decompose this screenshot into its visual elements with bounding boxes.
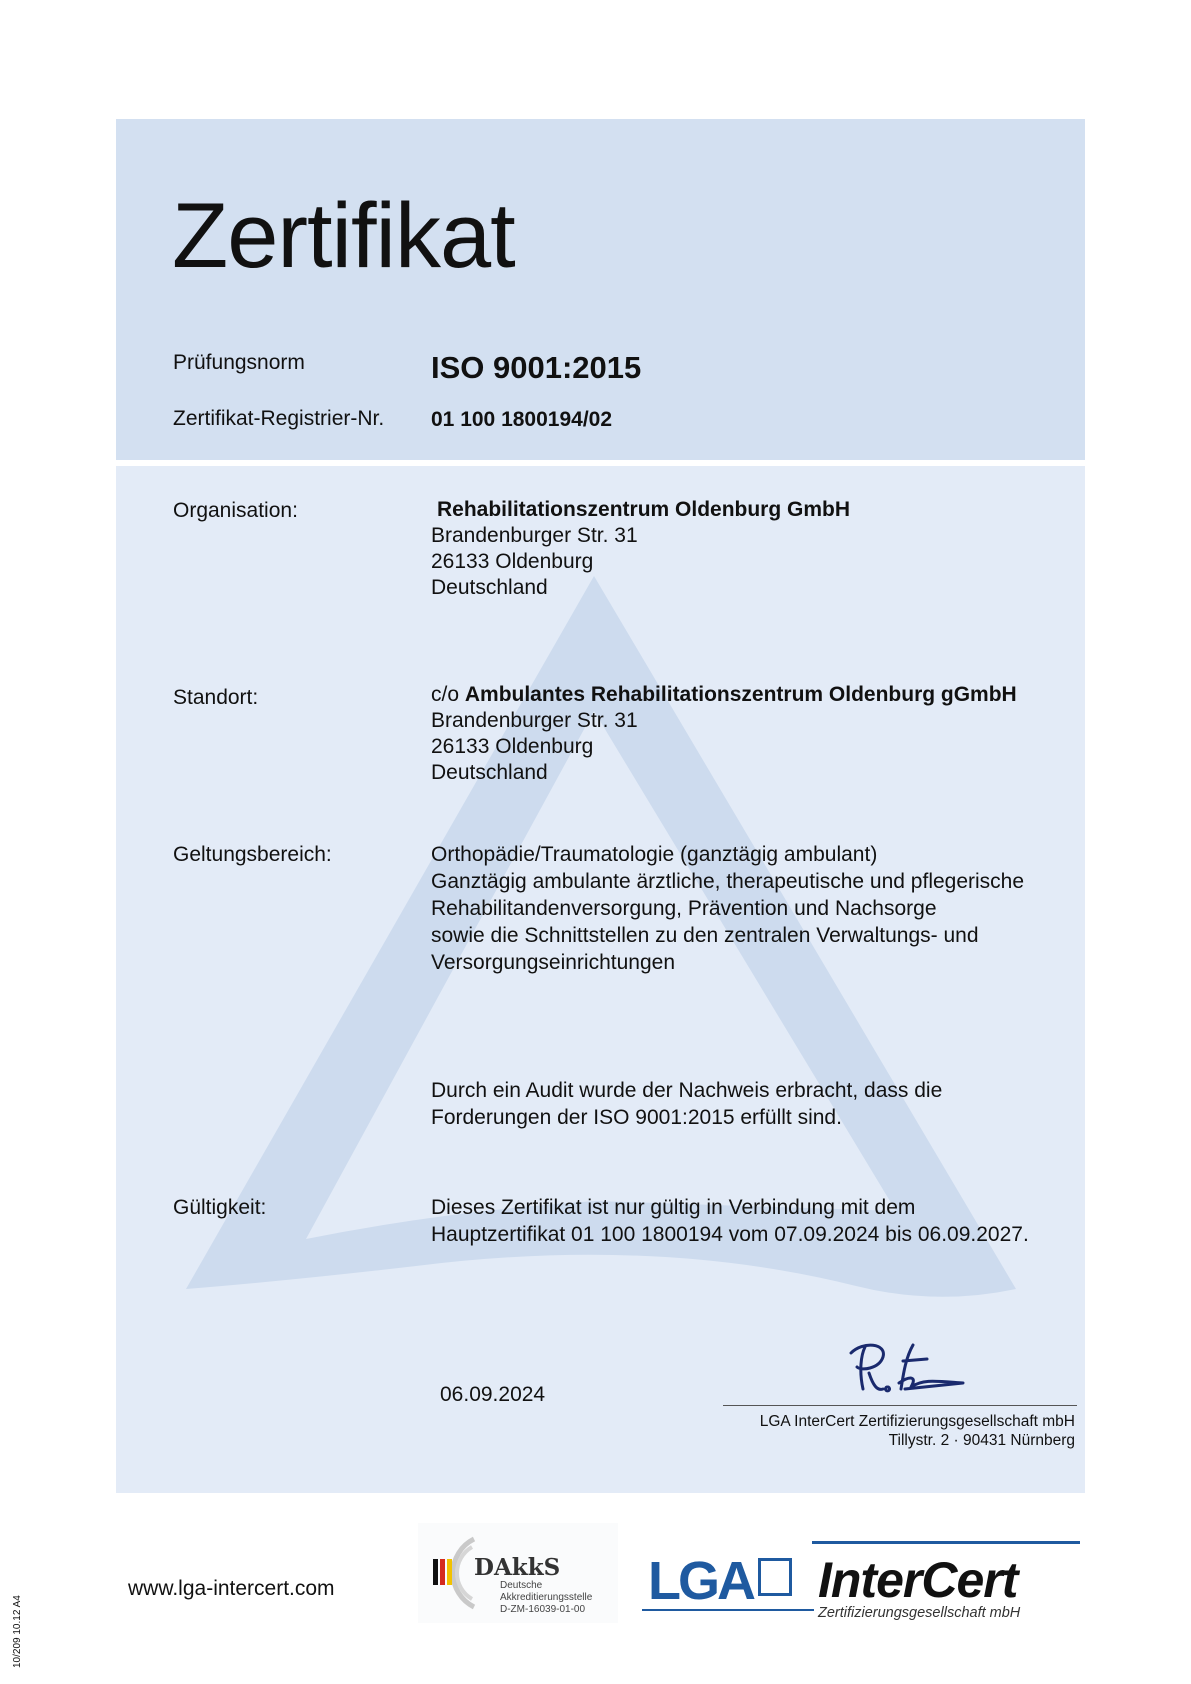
issue-date: 06.09.2024 — [440, 1383, 546, 1406]
website-link[interactable]: www.lga-intercert.com — [128, 1577, 335, 1600]
intercert-wordmark: InterCert — [818, 1552, 1018, 1608]
dakks-arcs-icon — [422, 1531, 482, 1615]
site-street: Brandenburger Str. 31 — [431, 709, 638, 732]
scope-line: sowie die Schnittstellen zu den zentralen Verwaltungs- und — [431, 924, 979, 947]
issuer-block — [760, 1412, 1075, 1450]
scope-block — [431, 841, 1024, 976]
lga-intercert-logo — [642, 1541, 1082, 1621]
site-name: Ambulantes Rehabilitationszentrum Oldenburg gGmbH — [464, 683, 1017, 706]
organisation-block — [431, 497, 850, 601]
signature-icon — [843, 1341, 983, 1403]
organisation-name: Rehabilitationszentrum Oldenburg GmbH — [437, 498, 851, 521]
scope-line: Rehabilitandenversorgung, Prävention und Nachsorge — [431, 897, 937, 920]
certificate-title: Zertifikat — [172, 185, 515, 287]
dakks-line: D-ZM-16039-01-00 — [500, 1604, 586, 1615]
issuer-address: Tillystr. 2 · 90431 Nürnberg — [888, 1432, 1075, 1449]
scope-line: Orthopädie/Traumatologie (ganztägig ambulant) — [431, 843, 878, 866]
document-code: 10/209 10.12 A4 — [12, 1595, 23, 1668]
organisation-city: 26133 Oldenburg — [431, 550, 594, 573]
dakks-logo — [418, 1523, 618, 1623]
intercert-subtitle: Zertifizierungsgesellschaft mbH — [818, 1605, 1021, 1621]
audit-statement — [431, 1077, 942, 1131]
organisation-country: Deutschland — [431, 576, 548, 599]
organisation-street: Brandenburger Str. 31 — [431, 524, 638, 547]
site-country: Deutschland — [431, 761, 548, 784]
issuer-name: LGA InterCert Zertifizierungsgesellschaft mbH — [759, 1413, 1075, 1430]
site-name-line — [431, 682, 1017, 708]
logo-rule — [812, 1541, 1080, 1544]
validity-line: Hauptzertifikat 01 100 1800194 vom 07.09.2024 bis 06.09.2027. — [431, 1223, 1029, 1246]
main-panel — [116, 466, 1085, 1493]
scope-line: Versorgungseinrichtungen — [431, 951, 676, 974]
scope-line: Ganztägig ambulante ärztliche, therapeutische und pflegerische — [431, 870, 1025, 893]
scope-label: Geltungsbereich: — [173, 843, 332, 866]
signature-line — [723, 1405, 1077, 1406]
norm-label: Prüfungsnorm — [173, 351, 305, 374]
registration-label: Zertifikat-Registrier-Nr. — [173, 407, 385, 430]
registration-number: 01 100 1800194/02 — [431, 408, 613, 431]
site-city: 26133 Oldenburg — [431, 735, 594, 758]
validity-line: Dieses Zertifikat ist nur gültig in Verbindung mit dem — [431, 1196, 916, 1219]
dakks-line: Deutsche — [500, 1580, 543, 1591]
validity-block — [431, 1194, 1029, 1248]
audit-line: Forderungen der ISO 9001:2015 erfüllt sind. — [431, 1106, 842, 1129]
dakks-line: Akkreditierungsstelle — [500, 1592, 593, 1603]
site-prefix: c/o — [431, 683, 465, 706]
norm-value: ISO 9001:2015 — [431, 350, 642, 385]
lga-box-icon — [758, 1558, 792, 1596]
validity-label: Gültigkeit: — [173, 1196, 267, 1219]
dakks-name: DAkkS — [474, 1554, 561, 1581]
dakks-subtitle — [500, 1580, 592, 1616]
audit-line: Durch ein Audit wurde der Nachweis erbracht, dass die — [431, 1079, 943, 1102]
logo-rule — [642, 1609, 814, 1611]
triangle-watermark-icon — [116, 466, 1085, 1493]
site-block — [431, 682, 1017, 786]
site-label: Standort: — [173, 686, 259, 709]
organisation-label: Organisation: — [173, 499, 298, 522]
lga-wordmark: LGA — [648, 1551, 753, 1611]
